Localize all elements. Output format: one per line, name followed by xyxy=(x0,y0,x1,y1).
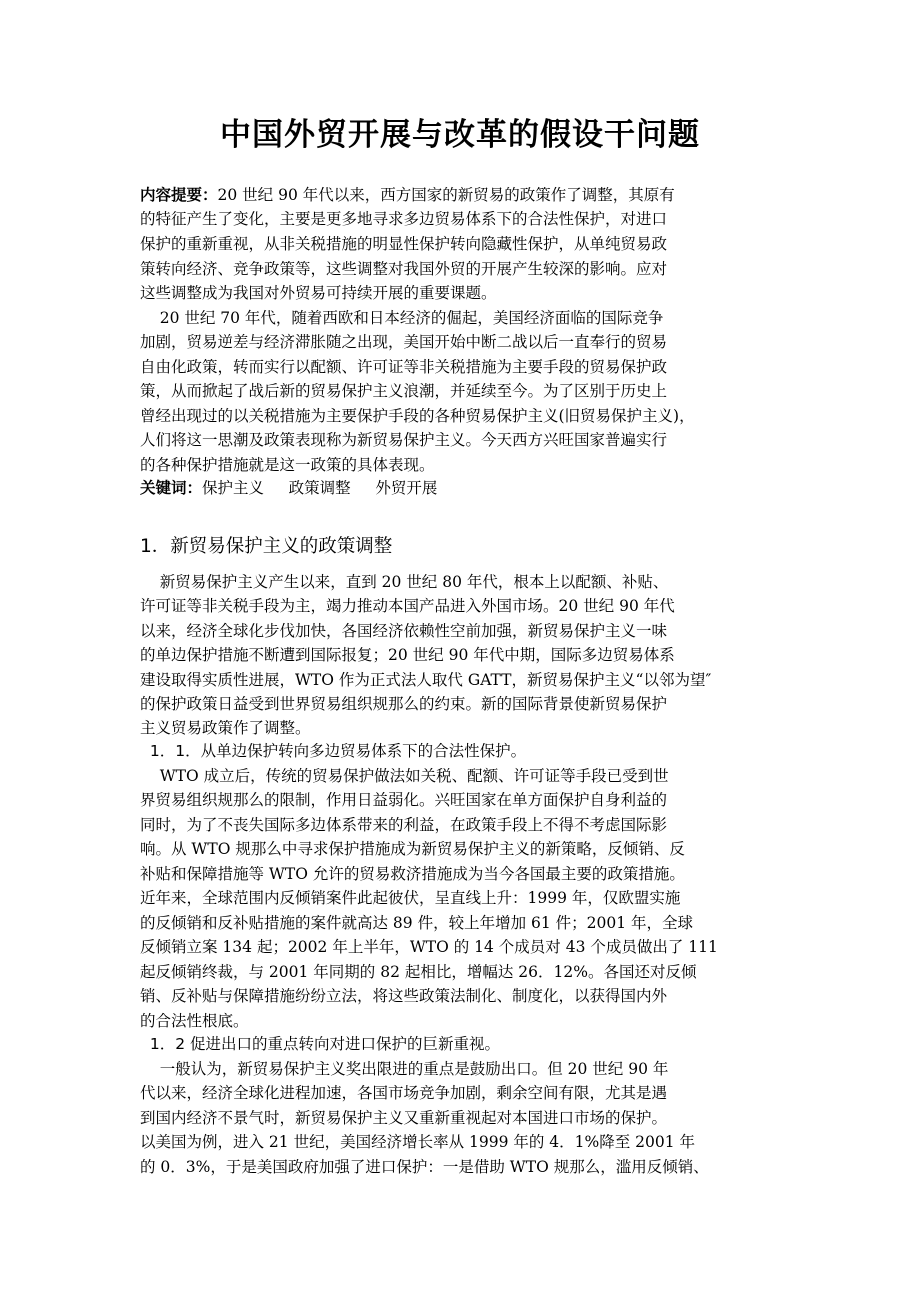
intro-line: 20 世纪 70 年代，随着西欧和日本经济的倔起，美国经济面临的国际竞争 xyxy=(140,309,664,327)
section1-line: 的保护政策日益受到世界贸易组织规那么的约束。新的国际背景使新贸易保护 xyxy=(140,695,668,713)
subsection1-1-line: 界贸易组织规那么的限制，作用日益弱化。兴旺国家在单方面保护自身利益的 xyxy=(140,791,668,809)
subsection1-1-line: 的合法性根底。 xyxy=(140,1012,249,1030)
abstract-first-line xyxy=(140,183,675,207)
abstract-label: 内容提要： xyxy=(140,186,218,204)
subsection1-1-line: 的反倾销和反补贴措施的案件就高达 89 件，较上年增加 61 件；2001 年，全球 xyxy=(140,914,694,932)
subsection-heading: 1．1．从单边保护转向多边贸易体系下的合法性保护。 xyxy=(140,742,527,760)
subsection1-1-line: WTO 成立后，传统的贸易保护做法如关税、配额、许可证等手段已受到世 xyxy=(140,767,669,785)
intro-line: 加剧，贸易逆差与经济滞胀随之出现，美国开始中断二战以后一直奉行的贸易 xyxy=(140,333,668,351)
abstract-line: 这些调整成为我国对外贸易可持续开展的重要课题。 xyxy=(140,284,497,302)
keyword-item: 外贸开展 xyxy=(375,479,438,497)
abstract-text: 20 世纪 90 年代以来，西方国家的新贸易的政策作了调整，其原有 xyxy=(217,186,675,204)
keyword-item: 政策调整 xyxy=(288,479,351,497)
subsection1-2-line: 一般认为，新贸易保护主义奖出限进的重点是鼓励出口。但 20 世纪 90 年 xyxy=(140,1060,669,1078)
intro-line: 策，从而掀起了战后新的贸易保护主义浪潮，并延续至今。为了区别于历史上 xyxy=(140,382,668,400)
abstract-line: 的特征产生了变化，主要是更多地寻求多边贸易体系下的合法性保护，对进口 xyxy=(140,210,668,228)
subsection1-1-line: 响。从 WTO 规那么中寻求保护措施成为新贸易保护主义的新策略，反倾销、反 xyxy=(140,840,685,858)
abstract-line: 策转向经济、竞争政策等，这些调整对我国外贸的开展产生较深的影响。应对 xyxy=(140,260,668,278)
subsection1-2-line: 以美国为例，进入 21 世纪，美国经济增长率从 1999 年的 4．1%降至 2001 年 xyxy=(140,1133,696,1151)
section1-line: 主义贸易政策作了调整。 xyxy=(140,719,311,737)
intro-line: 的各种保护措施就是这一政策的具体表现。 xyxy=(140,456,435,474)
subsection1-1-line: 同时，为了不丧失国际多边体系带来的利益，在政策手段上不得不考虑国际影 xyxy=(140,816,668,834)
section-heading: 1．新贸易保护主义的政策调整 xyxy=(140,536,393,557)
subsection1-2-line: 代以来，经济全球化进程加速，各国市场竞争加剧，剩余空间有限，尤其是遇 xyxy=(140,1084,668,1102)
keywords-line xyxy=(140,476,437,500)
intro-line: 自由化政策，转而实行以配额、许可证等非关税措施为主要手段的贸易保护政 xyxy=(140,358,668,376)
subsection1-1-line: 补贴和保障措施等 WTO 允许的贸易救济措施成为当今各国最主要的政策措施。 xyxy=(140,865,685,883)
abstract-line: 保护的重新重视，从非关税措施的明显性保护转向隐藏性保护，从单纯贸易政 xyxy=(140,235,668,253)
page-title: 中国外贸开展与改革的假设干问题 xyxy=(220,117,700,153)
keywords-label: 关键词： xyxy=(140,479,203,497)
subsection1-1-line: 反倾销立案 134 起；2002 年上半年，WTO 的 14 个成员对 43 个成员做出了 111 xyxy=(140,938,718,956)
section1-line: 许可证等非关税手段为主，竭力推动本国产品进入外国市场。20 世纪 90 年代 xyxy=(140,597,675,615)
subsection1-2-line: 到国内经济不景气时，新贸易保护主义又重新重视起对本国进口市场的保护。 xyxy=(140,1109,668,1127)
section1-line: 以来，经济全球化步伐加快，各国经济依赖性空前加强，新贸易保护主义一味 xyxy=(140,622,668,640)
intro-line: 人们将这一思潮及政策表现称为新贸易保护主义。今天西方兴旺国家普遍实行 xyxy=(140,431,668,449)
intro-line: 曾经出现过的以关税措施为主要保护手段的各种贸易保护主义(旧贸易保护主义)， xyxy=(140,407,695,425)
subsection-heading: 1．2 促进出口的重点转向对进口保护的巨新重视。 xyxy=(140,1035,501,1053)
section1-line: 新贸易保护主义产生以来，直到 20 世纪 80 年代，根本上以配额、补贴、 xyxy=(140,573,669,591)
subsection1-2-line: 的 0．3%，于是美国政府加强了进口保护：一是借助 WTO 规那么，滥用反倾销、 xyxy=(140,1158,709,1176)
section1-line: 的单边保护措施不断遭到国际报复；20 世纪 90 年代中期，国际多边贸易体系 xyxy=(140,646,675,664)
keyword-item: 保护主义 xyxy=(202,479,265,497)
subsection1-1-line: 起反倾销终裁，与 2001 年同期的 82 起相比，增幅达 26．12%。各国还对反倾 xyxy=(140,963,697,981)
subsection1-1-line: 近年来，全球范围内反倾销案件此起彼伏，呈直线上升：1999 年，仅欧盟实施 xyxy=(140,889,681,907)
subsection1-1-line: 销、反补贴与保障措施纷纷立法，将这些政策法制化、制度化，以获得国内外 xyxy=(140,987,668,1005)
section1-line: 建设取得实质性进展，WTO 作为正式法人取代 GATT，新贸易保护主义“以邻为望″ xyxy=(140,671,712,689)
